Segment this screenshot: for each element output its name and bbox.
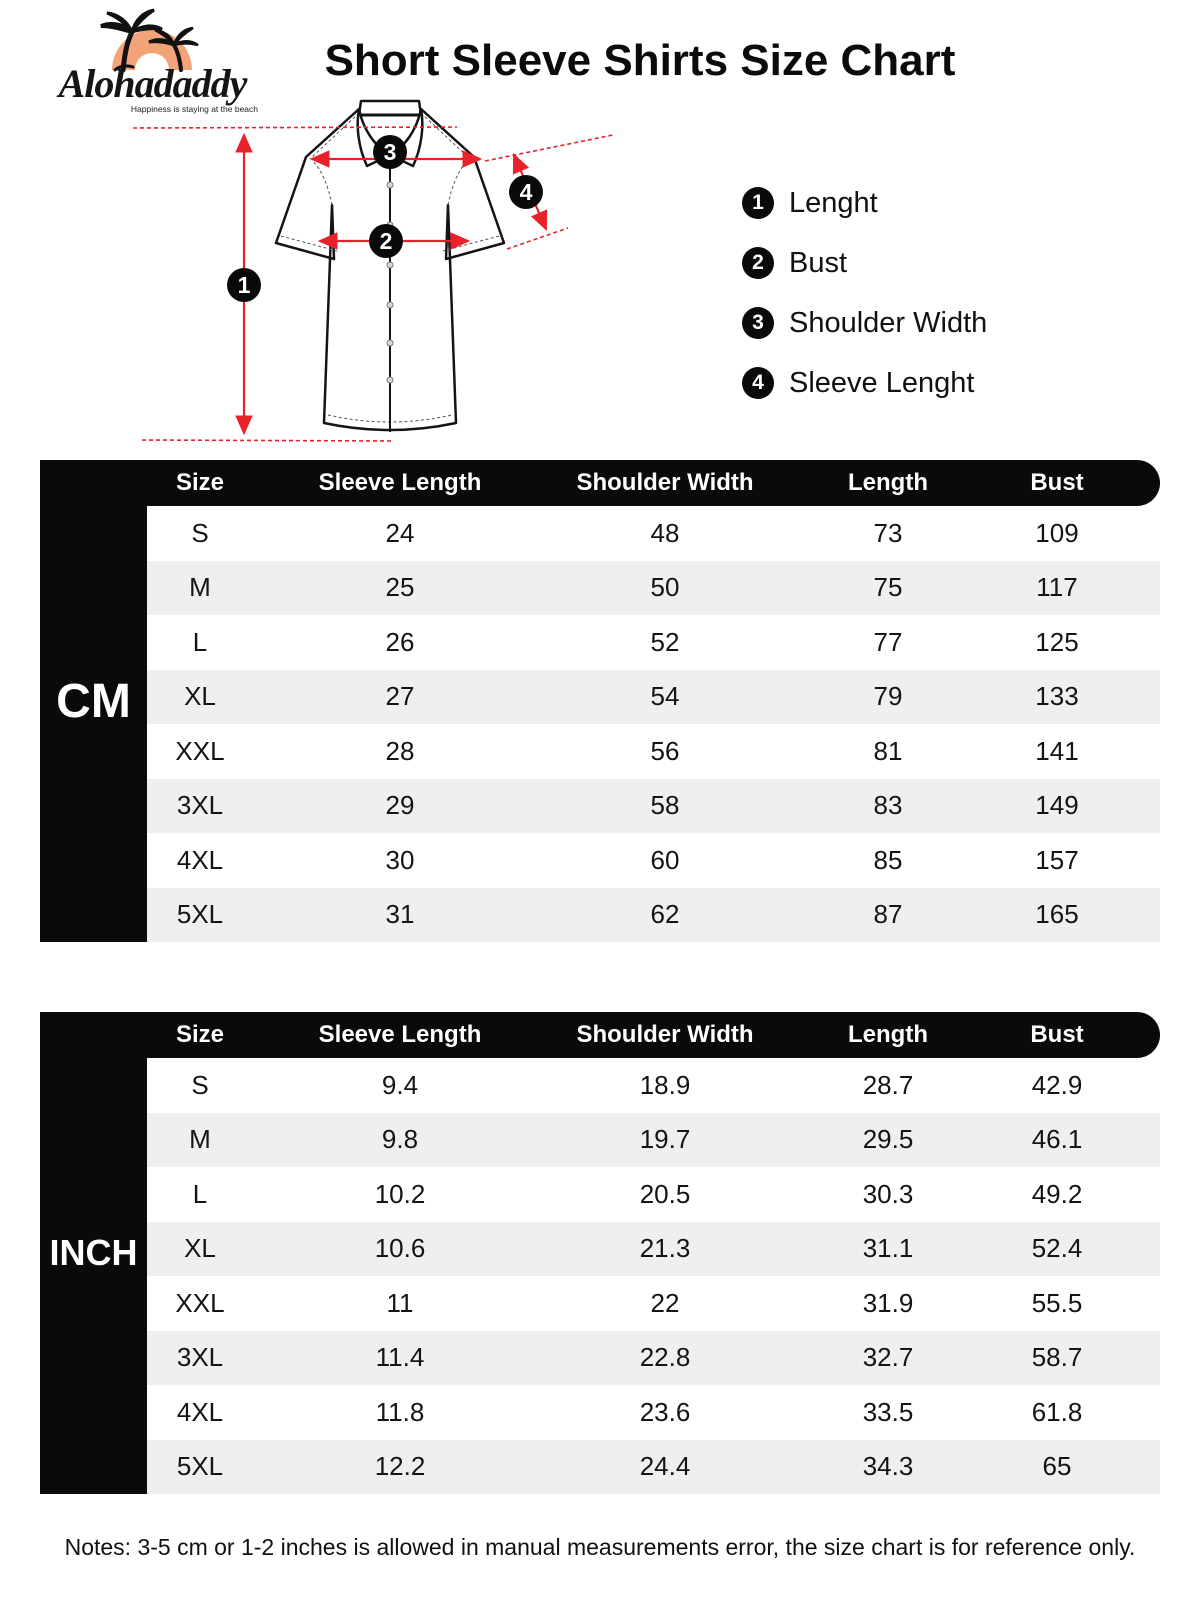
size-cell: S: [191, 517, 209, 548]
size-cell: 5XL: [176, 899, 224, 930]
size-cell: XXL: [175, 1287, 225, 1318]
value-cell: 30.3: [862, 1178, 914, 1209]
value-cell: 73: [873, 517, 903, 548]
value-cell: 75: [873, 572, 903, 603]
value-cell: 29: [385, 790, 415, 821]
table-row: [147, 1385, 1160, 1440]
value-cell: 141: [1035, 735, 1079, 766]
table-row: [147, 779, 1160, 834]
value-cell: 11.8: [375, 1396, 425, 1427]
value-cell: 32.7: [862, 1342, 914, 1373]
value-cell: 87: [873, 899, 903, 930]
value-cell: 21.3: [639, 1233, 691, 1264]
header-spacer: [40, 460, 147, 506]
size-cell: 4XL: [176, 844, 224, 875]
value-cell: 34.3: [862, 1451, 914, 1482]
value-cell: 10.2: [374, 1178, 426, 1209]
size-cell: M: [189, 572, 211, 603]
legend-label: Bust: [789, 246, 848, 279]
value-cell: 26: [385, 626, 415, 657]
value-cell: 62: [650, 899, 680, 930]
unit-label-inch: INCH: [49, 1232, 138, 1273]
col-header-shoulder-width: Shoulder Width: [576, 1021, 754, 1048]
value-cell: 117: [1036, 572, 1078, 603]
measure-badge-4: [509, 175, 543, 209]
value-cell: 11.4: [375, 1342, 425, 1373]
value-cell: 28: [385, 735, 415, 766]
unit-band-cm: [40, 460, 147, 942]
value-cell: 22: [650, 1287, 680, 1318]
value-cell: 29.5: [862, 1124, 914, 1155]
value-cell: 77: [873, 626, 903, 657]
shirt-diagram-icon: [120, 95, 680, 455]
legend-item-shoulder-width: [742, 306, 987, 340]
svg-text:4: 4: [519, 179, 533, 205]
col-header-size: Size: [175, 1021, 225, 1048]
table-row: [147, 506, 1160, 561]
table-row: [147, 888, 1160, 943]
inch-table-header: [40, 1012, 1160, 1058]
table-row: [147, 1058, 1160, 1113]
value-cell: 48: [650, 517, 680, 548]
measure-badge-2: [369, 224, 403, 258]
measurement-note: Notes: 3-5 cm or 1-2 inches is allowed in manual measurements error, the size chart is for reference only.: [64, 1534, 1136, 1560]
legend-badge-1: 1: [742, 187, 774, 219]
value-cell: 79: [873, 681, 903, 712]
value-cell: 11: [386, 1287, 414, 1318]
value-cell: 22.8: [639, 1342, 691, 1373]
legend-item-bust: [742, 246, 987, 280]
size-cell: S: [191, 1069, 209, 1100]
table-row: [147, 1167, 1160, 1222]
size-cell: 5XL: [176, 1451, 224, 1482]
value-cell: 109: [1035, 517, 1079, 548]
table-row: [147, 1276, 1160, 1331]
table-row: [147, 724, 1160, 779]
value-cell: 81: [873, 735, 903, 766]
cm-table-header: [40, 460, 1160, 506]
value-cell: 18.9: [639, 1069, 691, 1100]
size-cell: 3XL: [176, 790, 224, 821]
size-cell: XL: [184, 1233, 216, 1264]
value-cell: 9.4: [381, 1069, 419, 1100]
measure-badge-3: [373, 135, 407, 169]
size-cell: 3XL: [176, 1342, 224, 1373]
size-cell: M: [189, 1124, 211, 1155]
col-header-shoulder-width: Shoulder Width: [576, 469, 754, 496]
value-cell: 23.6: [639, 1396, 691, 1427]
size-cell: 4XL: [176, 1396, 224, 1427]
legend-badge-4: 4: [742, 367, 774, 399]
legend-label: Lenght: [789, 186, 878, 219]
svg-text:2: 2: [379, 228, 393, 254]
value-cell: 9.8: [381, 1124, 419, 1155]
value-cell: 52.4: [1031, 1233, 1083, 1264]
value-cell: 42.9: [1031, 1069, 1083, 1100]
measurement-legend: [742, 186, 987, 426]
header-spacer: [40, 1012, 147, 1058]
size-cell: XXL: [175, 735, 225, 766]
value-cell: 55.5: [1031, 1287, 1083, 1318]
value-cell: 19.7: [639, 1124, 691, 1155]
value-cell: 58: [650, 790, 680, 821]
value-cell: 10.6: [374, 1233, 426, 1264]
table-row: [147, 670, 1160, 725]
value-cell: 49.2: [1031, 1178, 1083, 1209]
value-cell: 149: [1035, 790, 1079, 821]
size-cell: L: [192, 1178, 208, 1209]
value-cell: 157: [1035, 844, 1079, 875]
legend-badge-2: 2: [742, 247, 774, 279]
value-cell: 31: [385, 899, 415, 930]
value-cell: 50: [650, 572, 680, 603]
size-cell: XL: [184, 681, 216, 712]
value-cell: 165: [1035, 899, 1079, 930]
table-row: [147, 561, 1160, 616]
col-header-length: Length: [848, 1021, 928, 1048]
legend-label: Sleeve Lenght: [789, 366, 975, 399]
measure-badge-1: [227, 268, 261, 302]
col-header-size: Size: [175, 469, 225, 496]
brand-name: Alohadaddy: [58, 61, 247, 106]
legend-label: Shoulder Width: [789, 306, 988, 339]
legend-item-sleeve-length: [742, 366, 987, 400]
page-title: Short Sleeve Shirts Size Chart: [324, 36, 956, 85]
value-cell: 12.2: [374, 1451, 426, 1482]
value-cell: 85: [873, 844, 903, 875]
cm-size-table: [40, 460, 1160, 942]
value-cell: 25: [385, 572, 415, 603]
value-cell: 31.9: [862, 1287, 914, 1318]
col-header-bust: Bust: [1030, 469, 1084, 496]
cm-table-body: [147, 506, 1160, 942]
value-cell: 83: [873, 790, 903, 821]
svg-text:3: 3: [383, 139, 397, 165]
value-cell: 56: [650, 735, 680, 766]
value-cell: 125: [1035, 626, 1079, 657]
value-cell: 24.4: [639, 1451, 691, 1482]
value-cell: 46.1: [1031, 1124, 1083, 1155]
svg-text:1: 1: [237, 272, 251, 298]
inch-table-body: [147, 1058, 1160, 1494]
col-header-sleeve-length: Sleeve Length: [318, 1021, 482, 1048]
value-cell: 24: [385, 517, 415, 548]
unit-band-inch: [40, 1012, 147, 1494]
size-cell: L: [192, 626, 208, 657]
table-row: [147, 1113, 1160, 1168]
value-cell: 61.8: [1031, 1396, 1083, 1427]
legend-item-length: [742, 186, 987, 220]
table-row: [147, 1440, 1160, 1495]
value-cell: 54: [650, 681, 680, 712]
col-header-length: Length: [848, 469, 928, 496]
legend-badge-3: 3: [742, 307, 774, 339]
brand-tagline: Happiness is staying at the beach: [130, 104, 258, 114]
value-cell: 31.1: [862, 1233, 914, 1264]
shirt-measurement-diagram: [120, 95, 680, 455]
value-cell: 133: [1035, 681, 1079, 712]
col-header-sleeve-length: Sleeve Length: [318, 469, 482, 496]
value-cell: 65: [1042, 1451, 1072, 1482]
value-cell: 33.5: [862, 1396, 914, 1427]
value-cell: 60: [650, 844, 680, 875]
value-cell: 27: [385, 681, 415, 712]
value-cell: 30: [385, 844, 415, 875]
value-cell: 20.5: [639, 1178, 691, 1209]
table-row: [147, 1222, 1160, 1277]
value-cell: 52: [650, 626, 680, 657]
inch-size-table: [40, 1012, 1160, 1494]
value-cell: 28.7: [862, 1069, 914, 1100]
table-row: [147, 833, 1160, 888]
col-header-bust: Bust: [1030, 1021, 1084, 1048]
table-row: [147, 1331, 1160, 1386]
table-row: [147, 615, 1160, 670]
unit-label-cm: CM: [56, 674, 131, 728]
value-cell: 58.7: [1031, 1342, 1083, 1373]
